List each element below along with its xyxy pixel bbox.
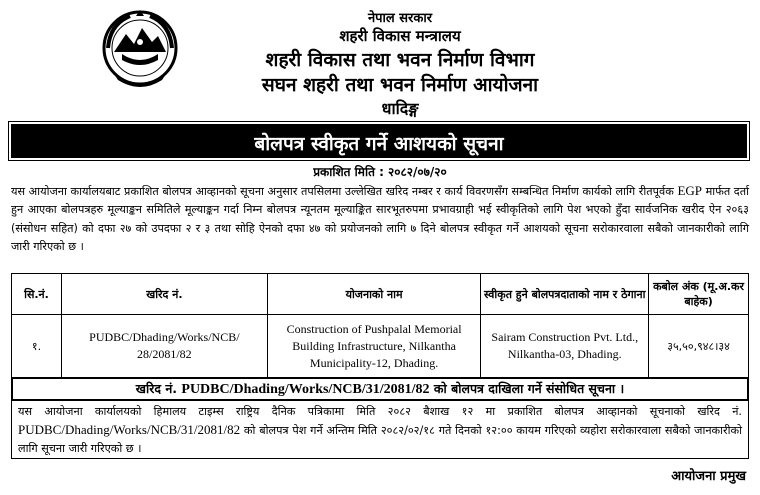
col-header-project-name: योजनाको नाम: [267, 274, 481, 315]
cell-amount: ३५,५०,९४८।३४: [649, 315, 749, 378]
col-header-procurement-no: खरिद नं.: [61, 274, 267, 315]
egp-label: EGP: [677, 183, 702, 198]
cell-procurement-no: [61, 315, 267, 378]
notice-body-line: बोलपत्र स्वीकृत गर्ने आशयको सूचना सरोकारवाला सबैको जानकारीको लागि जारी गरिएको छ ।: [11, 221, 749, 253]
award-table: [11, 273, 749, 378]
col-header-amount: कबोल अंक (मू.अ.कर बाहेक): [649, 274, 749, 315]
department-name: शहरी विकास तथा भवन निर्माण विभाग: [265, 49, 535, 71]
cell-bidder: [481, 315, 649, 378]
government-name: नेपाल सरकार: [367, 11, 433, 26]
table-header-row: [12, 274, 749, 315]
district-name: धादिङ्ग: [381, 99, 419, 118]
bidder-line: Sairam Construction Pvt. Ltd.,: [491, 330, 639, 344]
amendment-body: [11, 401, 749, 459]
procurement-no-line: 28/2081/82: [137, 347, 192, 361]
amendment-body-code: PUDBC/Dhading/Works/NCB/31/2081/82: [18, 422, 241, 437]
project-name-line: Municipality-12, Dhading.: [309, 355, 439, 370]
notice-body-line: लागि पेश भएको हुँदा सार्वजनिक खरीद ऐन २०६३ (संसोधन सहित) को दफा २७ को उपदफा २ र ३ तथा सोहि ऐनको दफा ४७ को प्रयोजनको लागि ७ दिने: [11, 203, 749, 235]
amendment-title-suffix: को बोलपत्र दाखिला गर्ने संसोधित सूचना ।: [429, 381, 625, 396]
notice-body-line: रीतपूर्वक: [638, 185, 678, 198]
notice-body-line: यस आयोजना कार्यालयबाट प्रकाशित बोलपत्र आव्हानको सूचना अनुसार तपसिलमा उल्लेखित खरिद नम्बर र कार्य विवरणसँग सम्बन्धित निर्माण कार्यको लागि: [11, 185, 636, 198]
project-office-name: सघन शहरी तथा भवन निर्माण आयोजना: [261, 74, 539, 96]
notice-body-line: मार्फत दर्ता हुन आएका बोलपत्रहरु मूल्याङ्कन समितिले मूल्याङ्कन गर्दा निम्न बोलपत्र न्यूनतम मूल्याङ्कित सारभूतरुपमा प्रभावग्राही भई स्वीकृतिको: [11, 185, 750, 217]
amendment-title: [11, 377, 749, 401]
notice-body: [11, 182, 749, 256]
amendment-title-prefix: खरिद नं.: [135, 381, 182, 396]
project-name-line: Construction of Pushpalal Memorial: [286, 321, 462, 336]
table-row: [12, 315, 749, 378]
col-header-sn: सि.नं.: [12, 274, 62, 315]
published-date: प्रकाशित मिति : २०८२/०७/२०: [313, 165, 447, 179]
signature-title: आयोजना प्रमुख: [671, 469, 746, 484]
cell-project-name: [267, 315, 481, 378]
cell-sn: १.: [12, 315, 62, 378]
amendment-procurement-code: PUDBC/Dhading/Works/NCB/31/2081/82: [181, 382, 430, 397]
ministry-name: शहरी विकास मन्त्रालय: [339, 27, 461, 45]
project-name-line: Building Infrastructure, Nilkantha: [292, 338, 456, 353]
col-header-bidder: स्वीकृत हुने बोलपत्रदाताको नाम र ठेगाना: [481, 274, 649, 315]
amendment-body-line: यस आयोजना कार्यालयको हिमालय टाइम्स राष्ट्रिय दैनिक पत्रिकामा मिति २०८२ बैशाख १२ मा प्रकाशित बोलपत्र आव्हानको सूचनाको खरिद नं.: [18, 405, 742, 418]
amendment-body-line: को बोलपत्र पेश गर्ने अन्तिम मिति २०८२/०२/१८ गते दिनको १२:०० कायम गरिएको व्यहोरा: [240, 424, 607, 437]
notice-title-banner: बोलपत्र स्वीकृत गर्ने आशयको सूचना: [11, 124, 747, 158]
bidder-line: Nilkantha-03, Dhading.: [507, 347, 622, 361]
procurement-no-line: PUDBC/Dhading/Works/NCB/: [89, 330, 240, 344]
amendment-body-line: सरोकारवाला सबैको जानकारीको लागि सूचना जारी गरिएको छ ।: [18, 424, 742, 455]
